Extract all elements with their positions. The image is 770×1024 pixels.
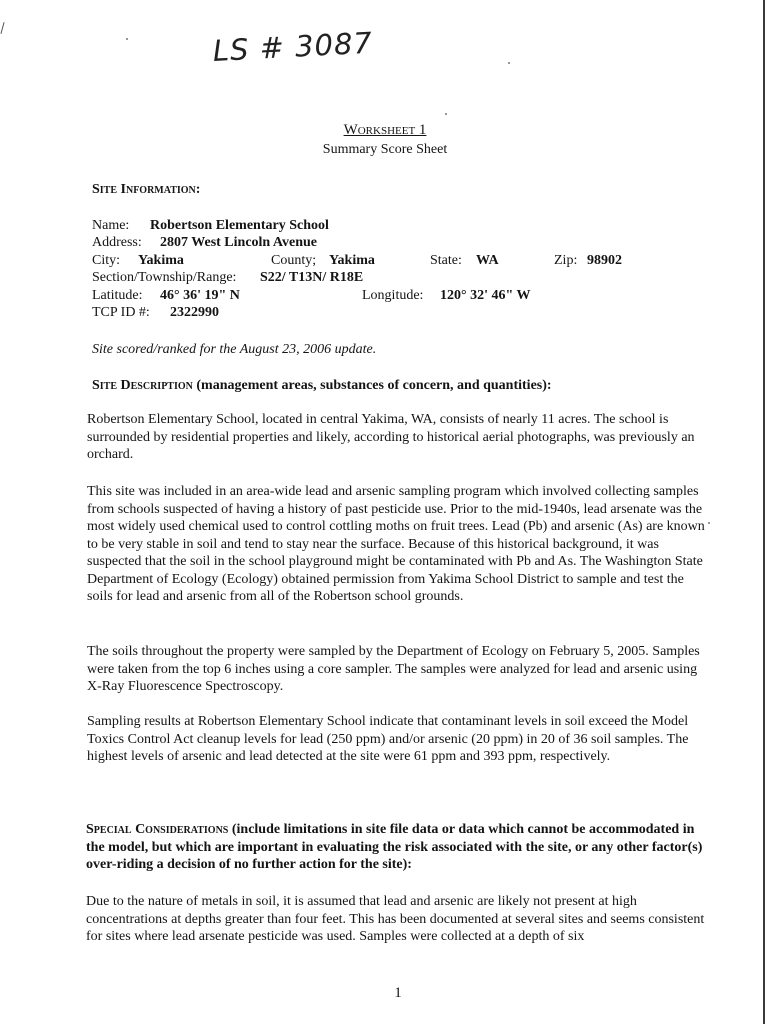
site-county-label: County;	[271, 253, 317, 268]
scan-speck	[126, 38, 128, 40]
special-considerations-heading: Special Considerations (include limitations in site file data or data which cannot be accommodated in the model, but which are important in evaluating the risk associated with the site, or any other factor(s) over-riding a decision of no further action for the site):	[86, 822, 703, 872]
scan-speck	[508, 62, 510, 64]
site-name-value: Robertson Elementary School	[150, 218, 329, 233]
site-information-heading: Site Information:	[92, 182, 201, 197]
scan-stray-mark	[0, 22, 4, 34]
site-tcp-value: 2322990	[170, 305, 219, 320]
site-description-paragraph: Robertson Elementary School, located in central Yakima, WA, consists of nearly 11 acres. The school is surrounded by residential properties and likely, according to historical aerial photographs, was previously an orchard.	[87, 412, 695, 462]
scan-speck	[445, 113, 447, 115]
site-city-value: Yakima	[138, 253, 184, 268]
scan-speck	[708, 522, 710, 524]
site-zip-value: 98902	[587, 253, 622, 268]
site-address-label: Address:	[92, 235, 142, 250]
site-description-paragraph: Sampling results at Robertson Elementary School indicate that contaminant levels in soil exceed the Model Toxics Control Act cleanup levels for lead (250 ppm) and/or arsenic (20 ppm) in 20 of 36 soil samples. The highest levels of arsenic and lead detected at the site were 61 ppm and 393 ppm, respectively.	[87, 714, 689, 764]
site-tcp-label: TCP ID #:	[92, 305, 150, 320]
scored-note: Site scored/ranked for the August 23, 2006 update.	[92, 342, 377, 357]
special-considerations-paragraph: Due to the nature of metals in soil, it is assumed that lead and arsenic are likely not present at high concentrations at depths greater than four feet. This has been documented at several sites and seems consistent for sites where lead arsenate pesticide was used. Samples were collected at a depth of six	[86, 894, 705, 944]
site-county-value: Yakima	[329, 253, 375, 268]
site-longitude-label: Longitude:	[362, 288, 424, 303]
site-address-value: 2807 West Lincoln Avenue	[160, 235, 318, 250]
site-city-label: City:	[92, 253, 121, 268]
page-number: 1	[394, 985, 402, 1001]
site-zip-label: Zip:	[554, 253, 578, 268]
site-section-value: S22/ T13N/ R18E	[260, 270, 364, 285]
site-description-paragraph: This site was included in an area-wide lead and arsenic sampling program which involved collecting samples from schools suspected of having a history of past pesticide use. Prior to the mid-1940s, lead arsenate was the most widely used chemical used to control cottling moths on fruit trees. Lead (Pb) and arsenic (As) are known to be very stable in soil and tend to stay near the surface. Because of this historical background, it was suspected that the soil in the school playground might be contaminated with Pb and As. The Washington State Department of Ecology (Ecology) obtained permission from Yakima School District to sample and test the soils for lead and arsenic from all of the Robertson school grounds.	[87, 484, 705, 604]
site-section-label: Section/Township/Range:	[92, 270, 237, 285]
site-description-paragraph: The soils throughout the property were sampled by the Department of Ecology on February 5, 2005. Samples were taken from the top 6 inches using a core sampler. The samples were analyzed for lead and arsenic using X-Ray Fluorescence Spectroscopy.	[87, 644, 700, 694]
handwritten-note: LS # 3087	[212, 25, 374, 68]
site-name-label: Name:	[92, 218, 130, 233]
site-state-value: WA	[476, 253, 499, 268]
worksheet-subtitle: Summary Score Sheet	[322, 142, 448, 157]
site-latitude-value: 46° 36' 19" N	[160, 288, 240, 303]
site-state-label: State:	[430, 253, 462, 268]
worksheet-title: Worksheet 1	[343, 122, 427, 138]
site-longitude-value: 120° 32' 46" W	[440, 288, 531, 303]
site-latitude-label: Latitude:	[92, 288, 143, 303]
site-description-heading: Site Description (management areas, substances of concern, and quantities):	[92, 378, 552, 393]
